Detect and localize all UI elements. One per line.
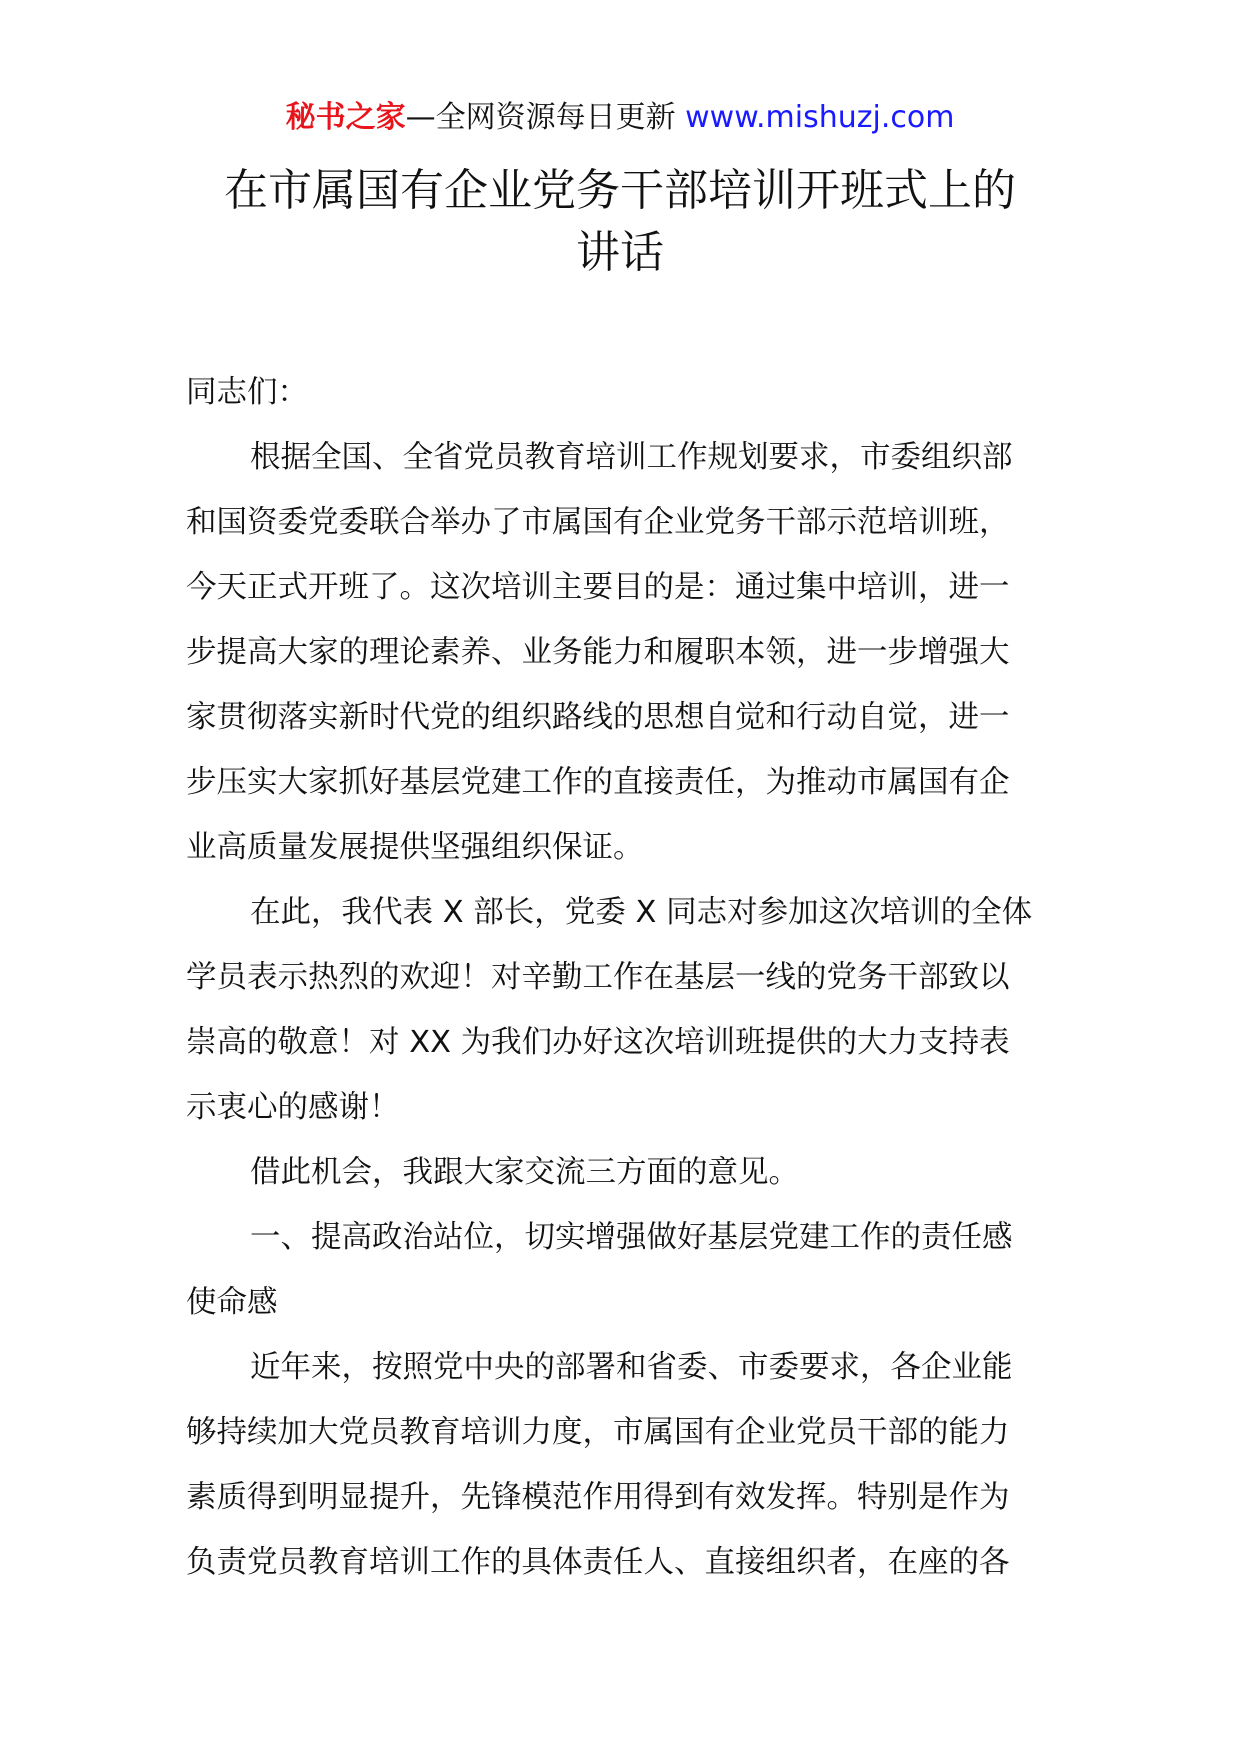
section-heading: 一、提高政治站位，切实增强做好基层党建工作的责任感 — [250, 1220, 1013, 1255]
salutation: 同志们： — [186, 375, 308, 410]
body-line: 步压实大家抓好基层党建工作的直接责任，为推动市属国有企 — [186, 765, 1010, 800]
document-title — [150, 160, 1090, 284]
body-line: 崇高的敬意！对 XX 为我们办好这次培训班提供的大力支持表 — [186, 1025, 1010, 1060]
site-header — [0, 98, 1240, 138]
body-line: 素质得到明显提升，先锋模范作用得到有效发挥。特别是作为 — [186, 1480, 1010, 1515]
body-line: 借此机会，我跟大家交流三方面的意见。 — [250, 1155, 799, 1190]
body-line: 够持续加大党员教育培训力度，市属国有企业党员干部的能力 — [186, 1415, 1010, 1450]
body-line: 今天正式开班了。这次培训主要目的是：通过集中培训，进一 — [186, 570, 1010, 605]
header-tagline: —全网资源每日更新 — [405, 100, 686, 135]
document-body — [186, 360, 1056, 1595]
body-line: 根据全国、全省党员教育培训工作规划要求，市委组织部 — [250, 440, 1013, 475]
body-line: 示衷心的感谢！ — [186, 1090, 400, 1125]
body-line: 负责党员教育培训工作的具体责任人、直接组织者，在座的各 — [186, 1545, 1010, 1580]
title-line-2: 讲话 — [576, 227, 664, 278]
website-url[interactable]: www.mishuzj.com — [685, 100, 955, 135]
body-line: 步提高大家的理论素养、业务能力和履职本领，进一步增强大 — [186, 635, 1010, 670]
body-line: 家贯彻落实新时代党的组织路线的思想自觉和行动自觉，进一 — [186, 700, 1010, 735]
title-line-1: 在市属国有企业党务干部培训开班式上的 — [224, 165, 1016, 216]
brand-name: 秘书之家 — [285, 100, 406, 135]
body-line: 在此，我代表 X 部长，党委 X 同志对参加这次培训的全体 — [250, 895, 1033, 930]
body-line: 学员表示热烈的欢迎！对辛勤工作在基层一线的党务干部致以 — [186, 960, 1010, 995]
body-line: 业高质量发展提供坚强组织保证。 — [186, 830, 644, 865]
body-line: 近年来，按照党中央的部署和省委、市委要求，各企业能 — [250, 1350, 1013, 1385]
section-heading-continued: 使命感 — [186, 1285, 278, 1320]
body-line: 和国资委党委联合举办了市属国有企业党务干部示范培训班， — [186, 505, 1010, 540]
